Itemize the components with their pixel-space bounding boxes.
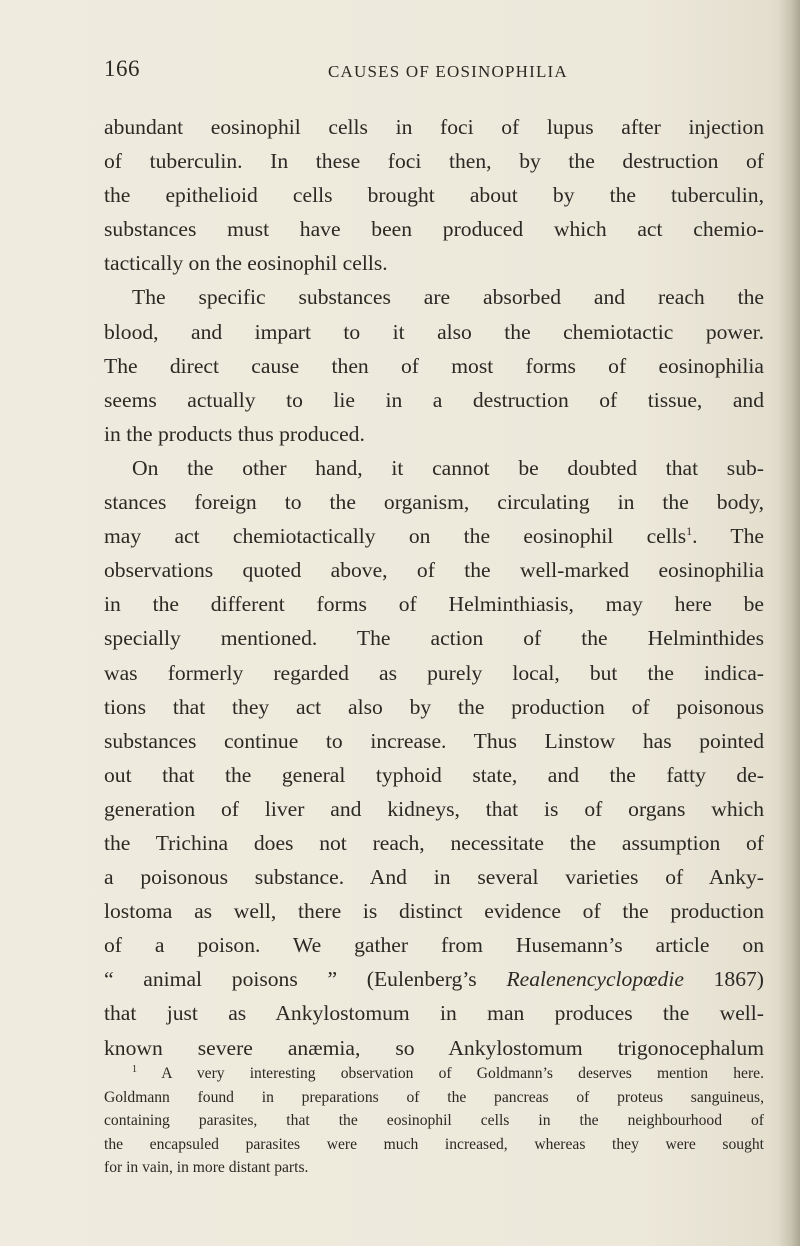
text-line: of tuberculin. In these foci then, by the destruction of xyxy=(104,149,764,174)
page-number: 166 xyxy=(104,56,140,81)
page-header xyxy=(104,56,764,86)
text-line: observations quoted above, of the well-marked eosinophilia xyxy=(104,558,764,583)
text-line: a poisonous substance. And in several varieties of Anky- xyxy=(104,865,764,890)
text-line: abundant eosinophil cells in foci of lupus after injection xyxy=(104,115,764,139)
text-line: the Trichina does not reach, necessitate the assumption of xyxy=(104,830,764,855)
text-line: stances foreign to the organism, circulating in the body, xyxy=(104,490,764,515)
italic-title: Realenencyclopœdie xyxy=(506,967,684,992)
running-head: CAUSES OF EOSINOPHILIA xyxy=(328,62,568,81)
text-line: The specific substances are absorbed and reach the xyxy=(132,285,764,310)
footnotes xyxy=(104,1062,764,1180)
text-line: generation of liver and kidneys, that is of organs which xyxy=(104,796,764,821)
text-line: blood, and impart to it also the chemiotactic power. xyxy=(104,319,764,344)
footnote-marker: 1 xyxy=(132,1063,137,1075)
text-line: The direct cause then of most forms of eosinophilia xyxy=(104,353,764,378)
text-segment: “ animal poisons ” (Eulenberg’s xyxy=(104,967,477,992)
text-line: substances must have been produced which act chemio- xyxy=(104,217,764,242)
text-line: specially mentioned. The action of the Helminthides xyxy=(104,626,764,651)
page-edge-shadow xyxy=(778,0,800,1246)
text-line: On the other hand, it cannot be doubted that sub- xyxy=(132,455,764,480)
text-line: in the products thus produced. xyxy=(104,421,365,446)
text-segment: may act chemiotactically on the eosinophil cells xyxy=(104,524,687,549)
footnote-ref: 1 xyxy=(686,523,693,538)
text-line: lostoma as well, there is distinct evidence of the production xyxy=(104,899,764,924)
text-line: out that the general typhoid state, and the fatty de- xyxy=(104,762,764,787)
text-line: that just as Ankylostomum in man produces the well- xyxy=(104,1001,764,1026)
body-text xyxy=(104,110,764,1065)
text-line: was formerly regarded as purely local, but the indica- xyxy=(104,660,764,685)
footnote-line: Goldmann found in preparations of the pancreas of proteus sanguineus, xyxy=(104,1088,764,1106)
text-line: in the different forms of Helminthiasis, may here be xyxy=(104,592,764,617)
text-line: of a poison. We gather from Husemann’s article on xyxy=(104,933,764,958)
text-line: seems actually to lie in a destruction of tissue, and xyxy=(104,387,764,412)
text-segment: 1867) xyxy=(683,967,764,992)
footnote-line: the encapsuled parasites were much increased, whereas they were sought xyxy=(104,1135,764,1153)
text-line: tactically on the eosinophil cells. xyxy=(104,251,388,276)
footnote-line: for in vain, in more distant parts. xyxy=(104,1159,309,1177)
text-line-with-italic-title xyxy=(104,962,764,996)
footnote-text: A very interesting observation of Goldmann’s deserves mention here. xyxy=(137,1065,764,1082)
text-line-with-footnote-ref xyxy=(104,519,764,553)
text-line: substances continue to increase. Thus Linstow has pointed xyxy=(104,728,764,753)
text-line: tions that they act also by the production of poisonous xyxy=(104,694,764,719)
text-line: known severe anæmia, so Ankylostomum trigonocephalum xyxy=(104,1035,764,1060)
footnote-line xyxy=(104,1062,764,1086)
footnote-line: containing parasites, that the eosinophil cells in the neighbourhood of xyxy=(104,1112,764,1130)
text-line: the epithelioid cells brought about by the tuberculin, xyxy=(104,183,764,208)
text-segment: . The xyxy=(692,524,764,549)
